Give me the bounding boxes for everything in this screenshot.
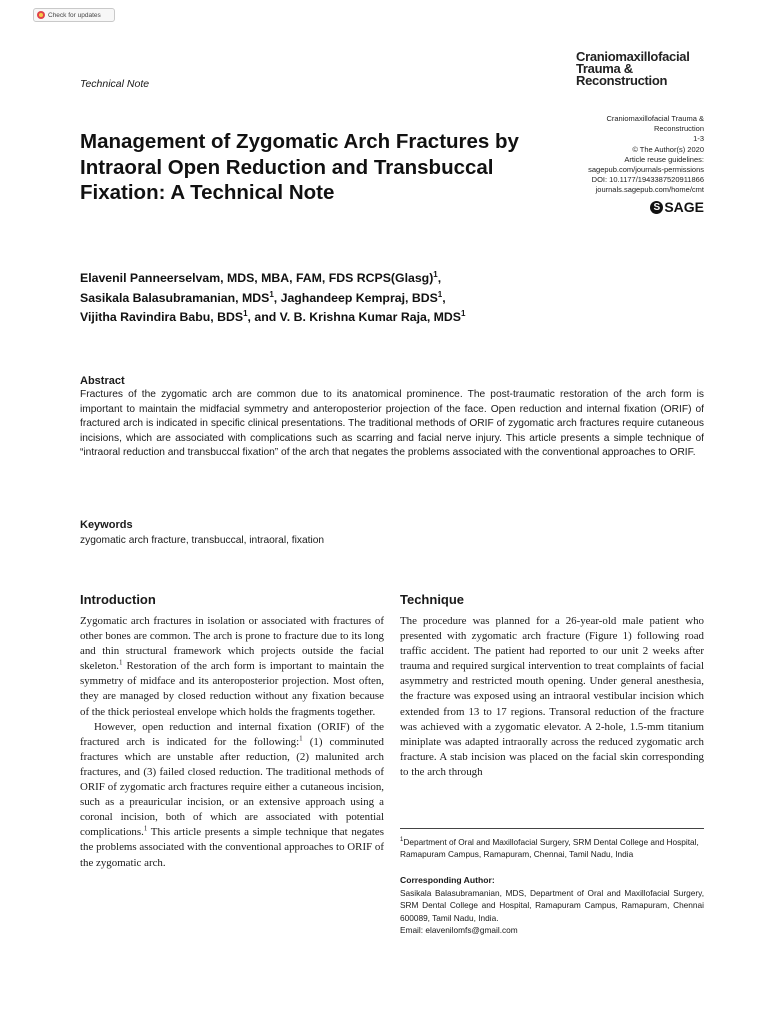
author-line-2: [80, 289, 570, 309]
meta-copyright: © The Author(s) 2020: [632, 144, 704, 154]
article-meta: [588, 114, 704, 196]
article-title: Management of Zygomatic Arch Fractures by Intraoral Open Reduction and Transbuccal Fixation: A Technical Note: [80, 130, 519, 205]
keywords-text: zygomatic arch fracture, transbuccal, intraoral, fixation: [80, 535, 325, 546]
author-name: , and V. B. Krishna Kumar Raja, MDS: [247, 310, 461, 325]
introduction-body: [80, 614, 384, 871]
journal-logo-line: Craniomaxillofacial: [576, 49, 690, 64]
update-icon: [37, 11, 45, 19]
author-line-1: [80, 269, 570, 289]
affiliation-footnote: [400, 836, 704, 861]
author-list: [80, 269, 570, 328]
meta-reuse: Article reuse guidelines:: [624, 154, 704, 164]
check-for-updates-badge[interactable]: [33, 8, 115, 22]
author-name: Vijitha Ravindira Babu, BDS: [80, 310, 244, 325]
introduction-heading: Introduction: [80, 592, 156, 607]
author-name: Elavenil Panneerselvam, MDS, MBA, FAM, FDS RCPS(Glasg): [80, 271, 434, 285]
affiliation-marker: 1: [400, 837, 404, 844]
meta-permissions-link[interactable]: sagepub.com/journals-permissions: [588, 165, 704, 175]
meta-journal-cont: Reconstruction: [653, 124, 704, 134]
abstract-text: Fractures of the zygomatic arch are common due to its anatomical prominence. The post-traumatic restoration of the arch form is important to maintain the midfacial symmetry and anteroposterior projection of the face. Open reduction and internal fixation (ORIF) of fractured arch is indicated in specific clinical presentations. The traditional methods of ORIF of zygomatic arch fractures require cutaneous incisions, which are associated with complications such as scarring and facial nerve injury. This article presents a simple technique of “intraoral reduction and transbuccal fixation” of the arch that negates the problems associated with the conventional approaches to ORIF.: [80, 389, 704, 459]
paragraph-text: (1) comminuted fractures which are unstable after reduction, (2) malunited arch fractures, and (3) failed closed reduction. The traditional methods of ORIF of zygomatic arch fractures require either a cutaneous incision, such as a preauricular incision, or an extensive approach using a coronal incision, both of which are associated with potential complications.: [80, 735, 385, 839]
sage-wordmark: SAGE: [664, 199, 704, 215]
citation-marker[interactable]: 1: [119, 658, 123, 667]
introduction-paragraph: [80, 720, 384, 871]
corresponding-author-address: Sasikala Balasubramanian, MDS, Department of Oral and Maxillofacial Surgery, SRM Dental College and Hospital, Ramapuram Campus, Ramapuram, Chennai 600089, Tamil Nadu, India.: [400, 888, 704, 923]
citation-marker[interactable]: 1: [143, 824, 148, 833]
author-name: Sasikala Balasubramanian, MDS: [80, 290, 270, 305]
author-line-3: [80, 308, 570, 328]
affiliation-marker: 1: [269, 289, 274, 299]
affiliation-marker: 1: [460, 309, 466, 319]
citation-marker[interactable]: 1: [299, 734, 303, 743]
affiliation-marker: 1: [243, 309, 248, 319]
check-for-updates-label: Check for updates: [48, 11, 101, 19]
paragraph-text: Restoration of the arch form is important to maintain the symmetry of midface and its anteroposterior projection. Most often, they are managed by closed reduction without any fixation because of the thick periosteal envelope which holds the fragments together.: [80, 660, 384, 718]
author-separator: ,: [437, 271, 442, 285]
meta-pages: 1-3: [693, 134, 704, 144]
technique-heading: Technique: [400, 592, 465, 607]
affiliation-marker: 1: [437, 289, 443, 299]
sage-mark-icon: S: [650, 201, 663, 214]
technique-paragraph: The procedure was planned for a 26-year-old male patient who presented with zygomatic arch fracture (Figure 1) following road traffic accident. The patient had reported to our unit 2 weeks after trauma and required surgical intervention to treat complaints of facial asymmetry and restricted mouth opening. Under general anesthesia, the fracture was exposed using an intraoral vestibular incision which extended from 13 to 17 regions. Transoral reduction of the fracture was achieved with a zygomatic elevator. A 2-hole, 1.5-mm titanium miniplate was adapted intraorally across the reduced zygomatic arch fracture. A stab incision was placed on the facial skin corresponding to the arch through: [400, 615, 704, 778]
journal-logo: [576, 51, 690, 87]
paragraph-text: This article presents a simple technique that negates the problems associated with the conventional approaches to ORIF of the zygomatic arch.: [80, 826, 384, 869]
affiliation-marker: 1: [433, 269, 438, 279]
abstract-heading: Abstract: [80, 375, 125, 387]
paragraph-text: Zygomatic arch fractures in isolation or associated with fractures of other bones are common. The arch is prone to fracture due to its long and thin structural framework which projects outside the facial skeleton.: [80, 615, 384, 673]
affiliation-text: Department of Oral and Maxillofacial Surgery, SRM Dental College and Hospital, Ramapuram Campus, Ramapuram, Chennai, Tamil Nadu, India: [400, 837, 699, 860]
author-name: , Jaghandeep Kempraj, BDS: [273, 290, 438, 305]
meta-journal-link[interactable]: journals.sagepub.com/home/cmt: [595, 185, 704, 195]
corresponding-author-heading: Corresponding Author:: [400, 875, 495, 885]
sage-logo: [650, 199, 704, 215]
footnote-divider: [400, 828, 704, 829]
introduction-paragraph: [80, 614, 384, 720]
author-separator: ,: [442, 290, 446, 305]
paragraph-text: However, open reduction and internal fixation (ORIF) of the fractured arch is indicated for the following:: [80, 720, 384, 748]
journal-logo-line: Reconstruction: [576, 73, 668, 88]
meta-journal: Craniomaxillofacial Trauma &: [606, 114, 704, 123]
article-type: Technical Note: [80, 78, 150, 90]
journal-logo-line: Trauma &: [576, 61, 633, 76]
technique-body: [400, 614, 704, 780]
corresponding-author-email[interactable]: Email: elavenilomfs@gmail.com: [400, 924, 518, 935]
keywords-heading: Keywords: [80, 519, 133, 531]
meta-doi[interactable]: DOI: 10.1177/1943387520911866: [591, 175, 704, 185]
corresponding-author-details: [400, 887, 704, 936]
